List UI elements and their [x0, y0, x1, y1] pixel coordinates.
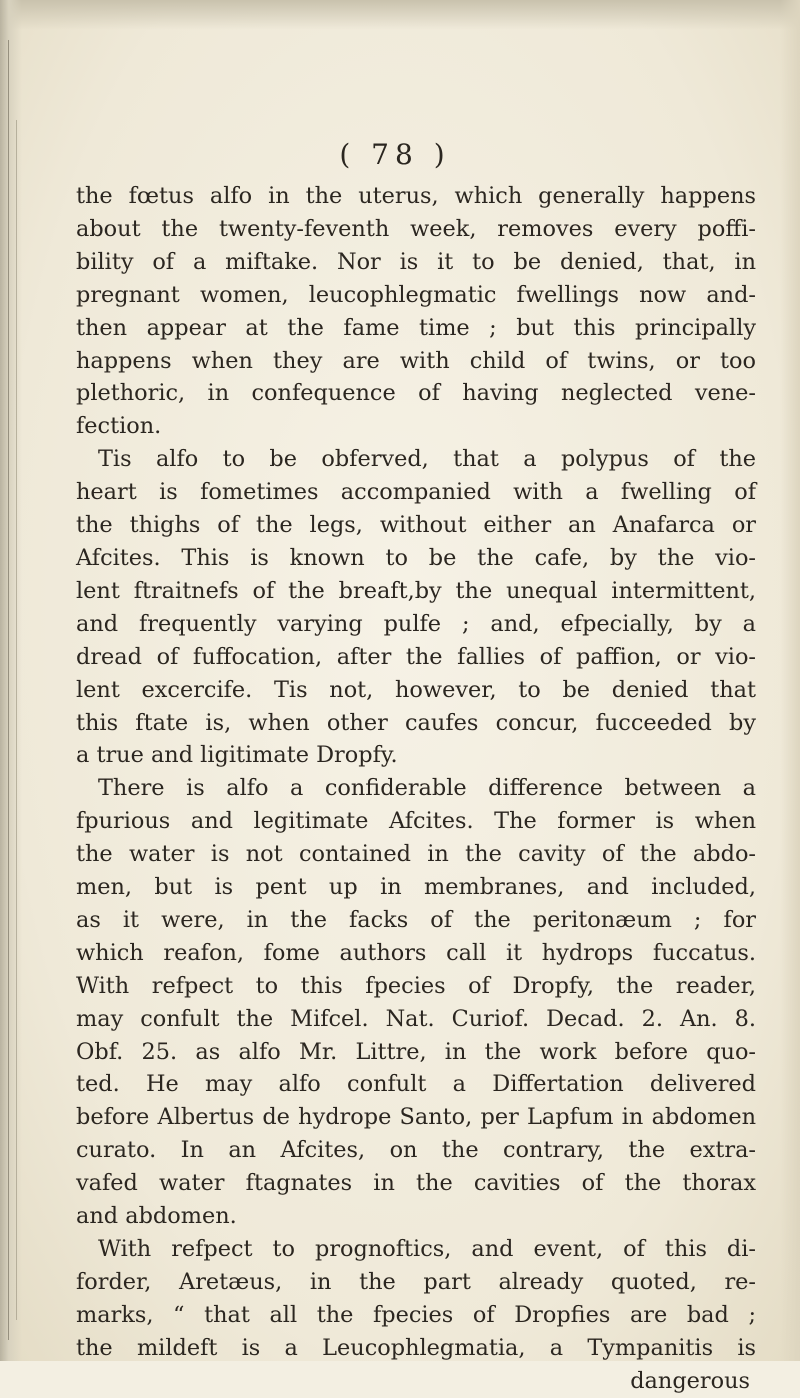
text-line: may confult the Mifcel. Nat. Curiof. Decad. 2. An. 8.	[76, 1005, 756, 1032]
text-line: curato. In an Afcites, on the contrary, the extra-	[76, 1137, 756, 1164]
text-line: Afcites. This is known to be the cafe, by the vio-	[76, 544, 756, 571]
text-line: happens when they are with child of twins, or too	[76, 347, 756, 374]
text-line: Tis alfo to be obferved, that a polypus of the	[98, 446, 756, 473]
text-line: bility of a miftake. Nor is it to be denied, that, in	[76, 248, 756, 275]
text-line: pregnant women, leucophlegmatic fwellings now and-	[76, 281, 756, 308]
text-line: this ftate is, when other caufes concur, fucceeded by	[76, 709, 756, 736]
text-line: the mildeft is a Leucophlegmatia, a Tympanitis is	[76, 1334, 756, 1361]
text-line: the thighs of the legs, without either an Anafarca or	[76, 512, 756, 539]
text-line: lent excercife. Tis not, however, to be denied that	[76, 676, 756, 703]
text-line: With refpect to this fpecies of Dropfy, the reader,	[76, 972, 756, 999]
text-line: fpurious and legitimate Afcites. The former is when	[76, 808, 756, 835]
text-line: which reafon, fome authors call it hydrops fuccatus.	[76, 939, 756, 966]
text-line: as it were, in the facks of the peritonæum ; for	[76, 906, 756, 933]
text-line: Obf. 25. as alfo Mr. Littre, in the work before quo-	[76, 1038, 756, 1065]
text-line: about the twenty-feventh week, removes every poffi-	[76, 215, 756, 242]
scan-top-shadow	[0, 0, 800, 30]
text-line: men, but is pent up in membranes, and included,	[76, 874, 756, 901]
text-line: the fœtus alfo in the uterus, which generally happens	[76, 183, 756, 209]
text-line: lent ftraitnefs of the breaft,by the unequal intermittent,	[76, 577, 756, 604]
text-line: ted. He may alfo confult a Differtation delivered	[76, 1071, 756, 1098]
text-line: There is alfo a confiderable difference between a	[98, 775, 756, 802]
binding-line	[8, 40, 9, 1340]
text-line: With refpect to prognoftics, and event, of this di-	[98, 1236, 756, 1262]
text-line: heart is fometimes accompanied with a fwelling of	[76, 479, 756, 506]
text-line: fection.	[76, 413, 162, 440]
text-line: and abdomen.	[76, 1203, 237, 1230]
text-line: forder, Aretæus, in the part already quoted, re-	[76, 1268, 756, 1295]
text-line: then appear at the fame time ; but this principally	[76, 314, 756, 341]
text-line: and frequently varying pulfe ; and, efpecially, by a	[76, 610, 756, 637]
text-line: a true and ligitimate Dropfy.	[76, 742, 398, 769]
text-line: plethoric, in confequence of having neglected vene-	[76, 380, 756, 407]
binding-line	[16, 120, 17, 1320]
text-line: dangerous	[630, 1367, 750, 1394]
scan-binding-edge	[0, 0, 22, 1361]
text-line: the water is not contained in the cavity of the abdo-	[76, 841, 756, 868]
body-text	[76, 180, 756, 1398]
page-number-header: ( 78 )	[339, 138, 451, 171]
text-line: vafed water ftagnates in the cavities of the thorax	[76, 1170, 756, 1197]
text-line: before Albertus de hydrope Santo, per Lapfum in abdomen	[76, 1104, 756, 1131]
text-line: marks, “ that all the fpecies of Dropfies are bad ;	[76, 1301, 756, 1328]
text-line: dread of fuffocation, after the fallies of paffion, or vio-	[76, 643, 756, 670]
scan-right-edge	[780, 0, 800, 1361]
